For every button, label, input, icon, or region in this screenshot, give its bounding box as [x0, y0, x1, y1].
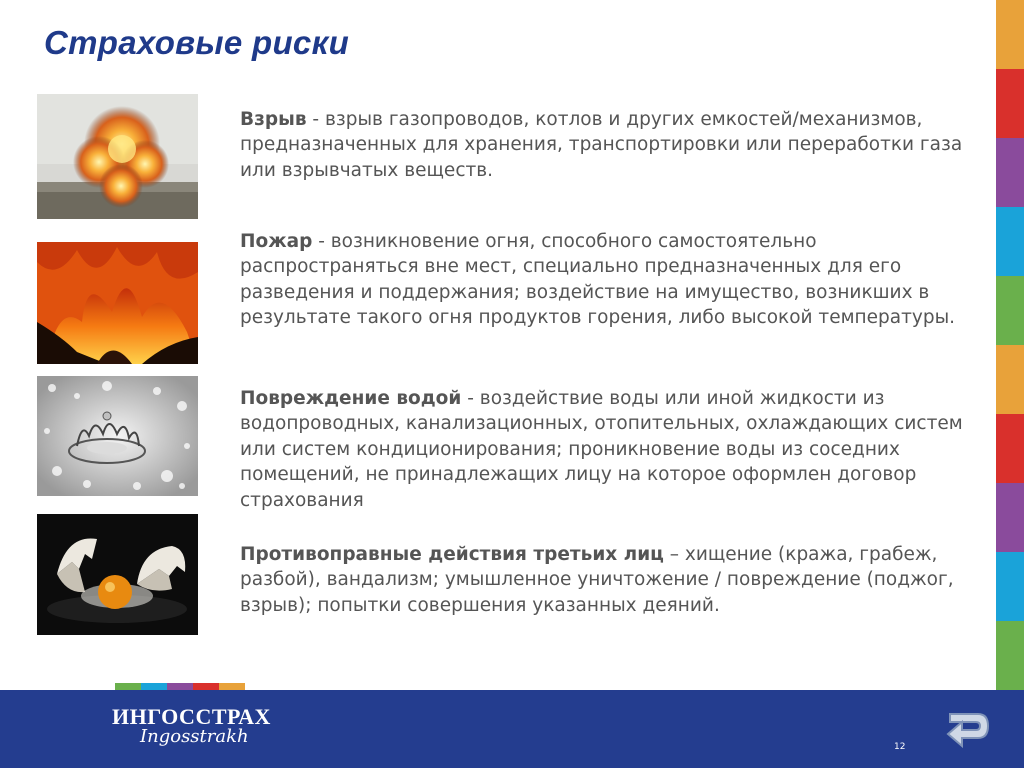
footer-strip [193, 683, 219, 690]
page-title: Страховые риски [44, 24, 350, 61]
water-splash-image [37, 376, 198, 496]
risk-description: возникновение огня, способного самостоятельно распространяться вне мест, специально предназначенных для его разведения и поддержания; воздействие на имущество, возникших в результате такого огня продуктов горения, либо высокой температуры. [240, 231, 956, 329]
explosion-image [37, 94, 198, 219]
footer-strip [141, 683, 167, 690]
risk-explosion: Взрыв - взрыв газопроводов, котлов и других емкостей/механизмов, предназначенных для хранения, транспортировки или переработки газа или взрывчатых веществ. [240, 109, 963, 181]
footer-strip [115, 683, 141, 690]
logo-text: ИНГОССТРАХ [112, 704, 271, 729]
logo-script: Ingosstrakh [140, 726, 249, 747]
company-logo [112, 704, 282, 754]
risk-term: Повреждение водой [240, 388, 462, 409]
risk-term: Противоправные действия третьих лиц [240, 544, 664, 565]
page-number: 12 [894, 742, 906, 752]
risk-fire: Пожар - возникновение огня, способного самостоятельно распространяться вне мест, специально предназначенных для его разведения и поддержания; воздействие на имущество, возникших в результате такого огня продуктов горения, либо высокой температуры. [240, 231, 956, 329]
risk-description: хищение (кража, грабеж, разбой), вандализм; умышленное уничтожение / повреждение (поджог, взрыв); попытки совершения указанных деяний. [240, 544, 954, 616]
footer-strip [219, 683, 245, 690]
return-arrow-icon [942, 702, 994, 754]
risk-water-damage: Повреждение водой - воздействие воды или иной жидкости из водопроводных, канализационных, отопительных, охлаждающих систем или систем кондиционирования; проникновение воды из соседних помещений, не принадлежащих лицу на которое оформлен договор страхования [240, 388, 963, 511]
fire-image [37, 242, 198, 364]
footer-strip [167, 683, 193, 690]
risk-term: Взрыв [240, 109, 307, 130]
risk-third-party: Противоправные действия третьих лиц – хищение (кража, грабеж, разбой), вандализм; умышленное уничтожение / повреждение (поджог, взрыв); попытки совершения указанных деяний. [240, 544, 954, 616]
return-button[interactable] [942, 702, 994, 754]
risk-term: Пожар [240, 231, 313, 252]
broken-egg-image [37, 514, 198, 635]
color-stripe [996, 0, 1024, 690]
risk-description: воздействие воды или иной жидкости из водопроводных, канализационных, отопительных, охлаждающих систем или систем кондиционирования; проникновение воды из соседних помещений, не принадлежащих лицу на которое оформлен договор страхования [240, 388, 963, 511]
risk-description: взрыв газопроводов, котлов и других емкостей/механизмов, предназначенных для хранения, транспортировки или переработки газа или взрывчатых веществ. [240, 109, 963, 181]
